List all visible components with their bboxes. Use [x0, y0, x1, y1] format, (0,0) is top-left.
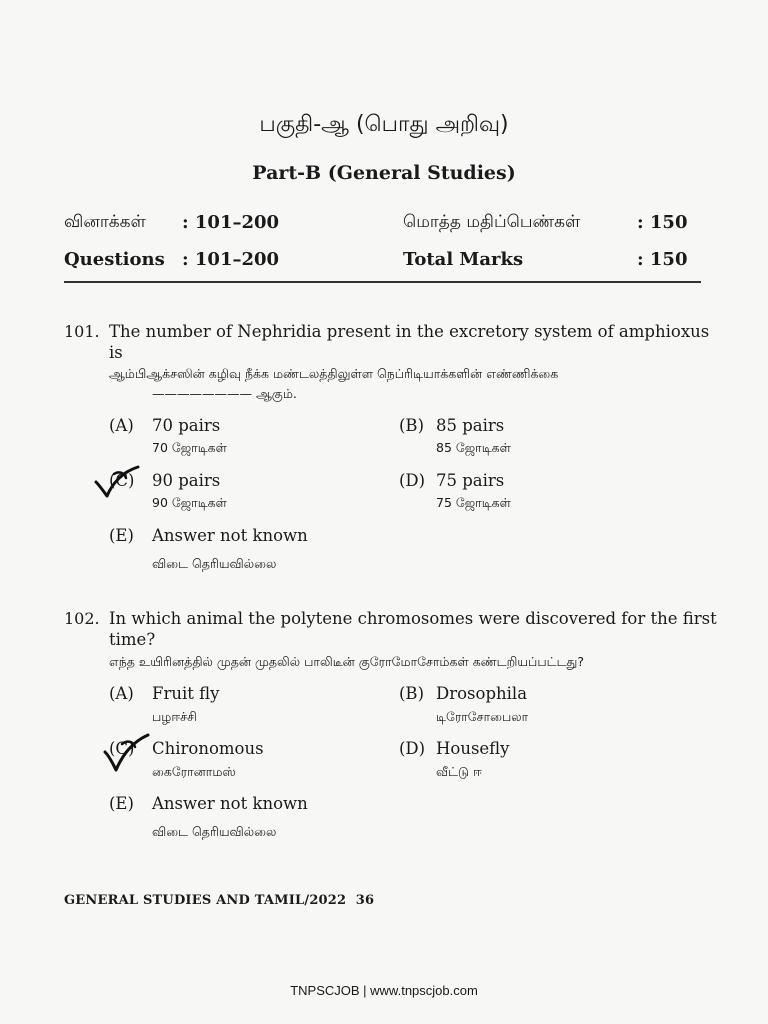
option-e-label: (E)	[109, 794, 134, 813]
option-a-label: (A)	[109, 416, 134, 435]
option-d-label: (D)	[399, 739, 426, 758]
option-c-tamil: கைரோனாமஸ்	[152, 764, 236, 779]
option-e-label: (E)	[109, 526, 134, 545]
option-c-tamil: 90 ஜோடிகள்	[152, 495, 227, 510]
option-e-text: Answer not known	[152, 526, 308, 545]
option-a-text: Fruit fly	[152, 684, 220, 703]
total-marks-label: Total Marks	[403, 249, 524, 270]
option-b-text: Drosophila	[436, 684, 528, 703]
section-title-tamil: பகுதி-ஆ (பொது அறிவு)	[259, 112, 509, 137]
option-a-text: 70 pairs	[152, 416, 221, 435]
question-text: The number of Nephridia present in the excretory system of amphioxus	[109, 322, 710, 341]
option-b-label: (B)	[399, 684, 424, 703]
option-e-text: Answer not known	[152, 794, 308, 813]
handwritten-tick-icon	[102, 732, 152, 774]
option-d-tamil: வீட்டு ஈ	[436, 764, 482, 779]
question-text-tamil-continued: ———————— ஆகும்.	[152, 386, 297, 401]
option-c-label: (C)	[109, 739, 135, 758]
question-number: 101.	[64, 322, 100, 341]
questions-label-tamil: வினாக்கள்	[64, 212, 146, 232]
page-footer	[64, 893, 374, 908]
option-c-label: (C)	[109, 471, 135, 490]
option-e-tamil: விடை தெரியவில்லை	[152, 556, 277, 571]
option-a-tamil: 70 ஜோடிகள்	[152, 440, 227, 455]
question-text-continued: time?	[109, 630, 156, 649]
option-d-text: 75 pairs	[436, 471, 505, 490]
option-b-label: (B)	[399, 416, 424, 435]
total-marks-value-tamil: : 150	[637, 212, 688, 233]
question-number: 102.	[64, 609, 100, 628]
website-watermark: TNPSCJOB | www.tnpscjob.com	[290, 983, 478, 998]
option-e-tamil: விடை தெரியவில்லை	[152, 824, 277, 839]
option-b-text: 85 pairs	[436, 416, 505, 435]
option-d-text: Housefly	[436, 739, 510, 758]
header-divider	[64, 281, 701, 283]
question-text-tamil: எந்த உயிரினத்தில் முதன் முதலில் பாலிடீன் குரோமோசோம்கள் கண்டறியப்பட்டது?	[109, 654, 585, 669]
handwritten-tick-icon	[92, 464, 142, 500]
option-c-text: 90 pairs	[152, 471, 221, 490]
section-title: Part-B (General Studies)	[252, 162, 516, 184]
questions-range-tamil: : 101–200	[182, 212, 280, 233]
question-text-tamil: ஆம்பிஆக்சஸின் கழிவு நீக்க மண்டலத்திலுள்ள நெப்ரிடியாக்களின் எண்ணிக்கை	[109, 366, 559, 381]
questions-label: Questions	[64, 249, 165, 270]
option-c-text: Chironomous	[152, 739, 264, 758]
question-text: In which animal the polytene chromosomes were discovered for the first	[109, 609, 717, 628]
question-text-continued: is	[109, 343, 123, 362]
total-marks-label-tamil: மொத்த மதிப்பெண்கள்	[403, 212, 581, 232]
option-b-tamil: 85 ஜோடிகள்	[436, 440, 511, 455]
option-d-label: (D)	[399, 471, 426, 490]
option-b-tamil: டிரோசோபைலா	[436, 709, 529, 724]
option-d-tamil: 75 ஜோடிகள்	[436, 495, 511, 510]
total-marks-value: : 150	[637, 249, 688, 270]
footer-paper-title: GENERAL STUDIES AND TAMIL/2022	[64, 893, 347, 908]
option-a-label: (A)	[109, 684, 134, 703]
questions-range: : 101–200	[182, 249, 280, 270]
option-a-tamil: பழஈச்சி	[152, 709, 197, 724]
page-number: 36	[355, 893, 375, 908]
